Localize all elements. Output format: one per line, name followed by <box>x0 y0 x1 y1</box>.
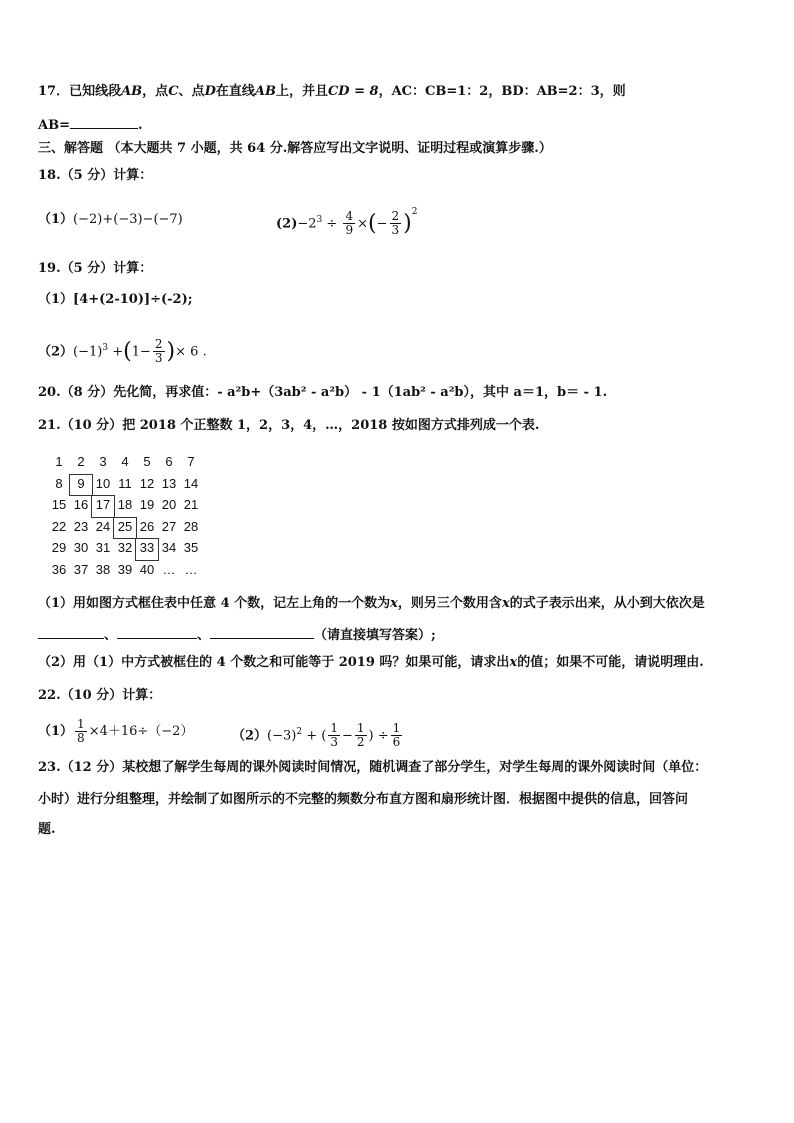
q22-part1: （1） $\frac{1}{8}$ ×4＋16÷（−2） <box>38 717 194 745</box>
answer-blank-3[interactable] <box>210 626 314 639</box>
table-cell: 18 <box>117 497 133 512</box>
q18-part1: （1）(−2)+(−3)−(−7) <box>38 212 183 227</box>
q19-title: 19.（5 分）计算： <box>38 261 153 276</box>
table-cell: 9 <box>77 475 85 491</box>
table-cell: 10 <box>95 475 111 491</box>
section-heading: 三、解答题 （本大题共 7 小题，共 64 分.解答应写出文字说明、证明过程或演算步骤.） <box>38 141 552 156</box>
table-cell: 30 <box>73 540 89 555</box>
fraction: $\frac{4}{9}$ <box>345 209 354 238</box>
table-cell: … <box>184 561 198 577</box>
answer-blank-1[interactable] <box>38 626 104 639</box>
table-cell: 12 <box>139 475 155 491</box>
table-cell: 28 <box>183 518 199 534</box>
q21-title: 21.（10 分）把 2018 个正整数 1，2，3，4，…，2018 按如图方式排列成一个表. <box>38 418 540 433</box>
table-cell: 14 <box>183 475 199 491</box>
table-cell: 40 <box>139 561 155 577</box>
table-cell: 37 <box>73 561 89 577</box>
frame-box <box>113 517 137 540</box>
table-cell: 38 <box>95 561 111 577</box>
table-cell: 11 <box>118 475 132 491</box>
table-cell: 17 <box>95 497 111 512</box>
table-cell: 36 <box>51 561 67 577</box>
table-cell: 23 <box>73 518 89 534</box>
answer-blank-2[interactable] <box>117 626 197 639</box>
table-cell: 7 <box>187 454 195 469</box>
fraction: $\frac{2}{3}$ <box>391 209 400 238</box>
q19-part2: $(2)(-1)^3 +(1-$ $\frac{2}{3}$ )× 6 . <box>38 337 207 366</box>
table-cell: 31 <box>95 540 111 555</box>
table-cell: 25 <box>117 518 133 534</box>
q21-part1-answers: 、 、 （请直接填写答案）; <box>38 626 436 644</box>
fraction: $\frac{1}{3}$ <box>330 721 338 750</box>
table-cell: 19 <box>139 497 155 512</box>
fraction: $\frac{2}{3}$ <box>154 337 163 366</box>
table-cell: 32 <box>117 540 133 555</box>
table-cell: 22 <box>51 518 67 534</box>
table-cell: 4 <box>121 454 129 469</box>
frame-box <box>135 538 159 561</box>
q23-line2: 小时）进行分组整理，并绘制了如图所示的不完整的频数分布直方图和扇形统计图．根据图中提供的信息，回答问 <box>38 792 689 807</box>
table-cell: 21 <box>183 497 199 512</box>
q20-line: 20.（8 分）先化简，再求值：- a²b+（3ab² - a²b） - 1（1ab² - a²b），其中 a＝1，b＝ - 1. <box>38 385 608 400</box>
table-cell: 26 <box>139 518 155 534</box>
table-cell: 27 <box>161 518 177 534</box>
frame-box <box>91 495 115 518</box>
q17-line2: AB= . <box>38 118 143 133</box>
table-cell: 20 <box>161 497 177 512</box>
table-cell: 8 <box>55 475 63 491</box>
q22-part2: $(2)(-3)^2$ + ( $\frac{1}{3}$ − $\frac{1}{2}$ ) ÷ $\frac{1}{6}$ <box>232 721 401 750</box>
table-cell: 13 <box>161 475 177 491</box>
q18-title: 18.（5 分）计算： <box>38 168 153 183</box>
q23-line3: 题. <box>38 822 56 837</box>
table-cell: 2 <box>77 454 85 469</box>
q18-part2: $(2)-2^3$ ÷ $\frac{4}{9}$ ×(− $\frac{2}{3}$ )$^2$ <box>276 207 418 238</box>
fraction: $\frac{1}{2}$ <box>356 721 365 750</box>
table-cell: 6 <box>165 454 173 469</box>
table-cell: … <box>162 561 176 577</box>
frame-box <box>69 474 93 497</box>
q21-part1: （1）用如图方式框住表中任意 4 个数，记左上角的一个数为x，则另三个数用含x的式子表示出来，从小到大依次是 <box>38 596 705 611</box>
table-cell: 15 <box>51 497 67 512</box>
table-cell: 29 <box>51 540 67 555</box>
fraction: $\frac{1}{6}$ <box>392 721 401 750</box>
table-cell: 35 <box>183 540 199 555</box>
table-cell: 39 <box>117 561 133 577</box>
answer-blank[interactable] <box>70 116 138 129</box>
table-cell: 24 <box>95 518 111 534</box>
q21-part2: （2）用（1）中方式被框住的 4 个数之和可能等于 2019 吗？如果可能，请求出x的值；如果不可能，请说明理由. <box>38 655 704 670</box>
table-cell: 16 <box>73 497 89 512</box>
table-cell: 33 <box>139 540 155 555</box>
table-cell: 1 <box>55 454 63 469</box>
q22-title: 22.（10 分）计算： <box>38 688 162 703</box>
table-cell: 5 <box>143 454 151 469</box>
fraction: $\frac{1}{8}$ <box>77 717 85 745</box>
q23-line1: 23.（12 分）某校想了解学生每周的课外阅读时间情况，随机调查了部分学生，对学生每周的课外阅读时间（单位： <box>38 760 708 775</box>
table-cell: 34 <box>161 540 177 555</box>
q17-line1: 17．已知线段AB，点C、点D在直线AB上，并且CD = 8，AC：CB=1：2，BD：AB=2：3，则 <box>38 84 626 99</box>
q19-part1: （1）[4+(2-10)]÷(-2); <box>38 292 193 307</box>
table-cell: 3 <box>99 454 107 469</box>
